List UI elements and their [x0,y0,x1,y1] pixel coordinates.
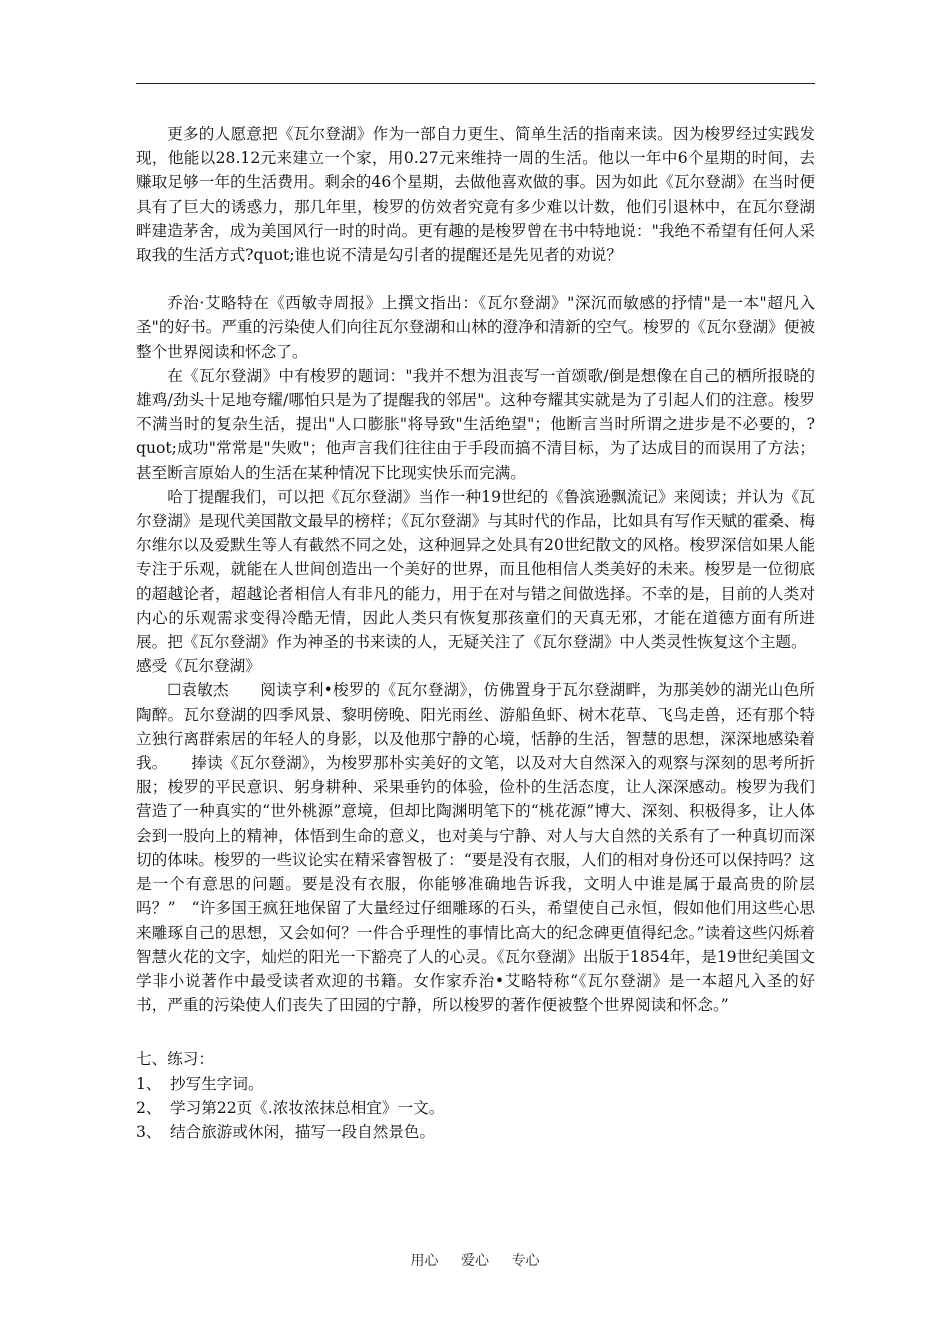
exercises-heading: 七、练习： [136,1050,214,1069]
footer-item: 用心 [410,1253,439,1269]
exercise-number: 3、 [136,1122,162,1141]
paragraph-3: 在《瓦尔登湖》中有梭罗的题词："我并不想为沮丧写一首颂歌/倒是想像在自己的栖所报晓的雄鸡/劲头十足地夸耀/哪怕只是为了提醒我的邻居"。这种夸耀其实就是为了引起人们的注意。梭罗不满当时的复杂生活，提出"人口膨胀"将导致"生活绝望"；他断言当时所谓之进步是不必要的，?quot;成功"常常是"失败"；他声言我们往往由于手段而搞不清目标，为了达成目的而误用了方法；甚至断言原始人的生活在某种情况下比现实快乐而完满。 [136,366,815,482]
paragraph-4: 哈丁提醒我们，可以把《瓦尔登湖》当作一种19世纪的《鲁滨逊飘流记》来阅读；并认为《瓦尔登湖》是现代美国散文最早的榜样；《瓦尔登湖》与其时代的作品，比如具有写作天赋的霍桑、梅尔维尔以及爱默生等人有截然不同之处，这种迥异之处具有20世纪散文的风格。梭罗深信如果人能专注于乐观，就能在人世间创造出一个美好的世界，而且他相信人类美好的未来。梭罗是一位彻底的超越论者，超越论者相信人有非凡的能力，用于在对与错之间做选择。不幸的是，目前的人类对内心的乐观需求变得冷酷无情，因此人类只有恢复那孩童们的天真无邪，才能在道德方面有所进展。把《瓦尔登湖》作为神圣的书来读的人，无疑关注了《瓦尔登湖》中人类灵性恢复这个主题。 [136,487,815,652]
footer-item: 爱心 [461,1253,489,1269]
header-rule [136,83,815,84]
page-footer [0,1250,950,1270]
exercise-number: 2、 [136,1098,162,1117]
exercise-item [136,1072,815,1096]
exercise-item [136,1096,815,1120]
essay-body: ☐袁敏杰 阅读亨利•梭罗的《瓦尔登湖》，仿佛置身于瓦尔登湖畔，为那美妙的湖光山色所陶醉。瓦尔登湖的四季风景、黎明傍晚、阳光雨丝、游船鱼虾、树木花草、飞鸟走兽，还有那个特立独行离群索居的年轻人的身影，以及他那宁静的心境，恬静的生活，智慧的思想，深深地感染着我。 捧读《瓦尔登湖》，为梭罗那朴实美好的文笔，以及对大自然深入的观察与深刻的思考所折服；梭罗的平民意识、躬身耕种、采果垂钓的体验，俭朴的生活态度，让人深深感动。梭罗为我们营造了一种真实的“世外桃源”意境，但却比陶渊明笔下的“桃花源”博大、深刻、积极得多，让人体会到一股向上的精神，体悟到生命的意义，也对美与宁静、对人与大自然的关系有了一种真切而深切的体味。梭罗的一些议论实在精采睿智极了：“要是没有衣服，人们的相对身份还可以保持吗？这是一个有意思的问题。要是没有衣服，你能够准确地告诉我，文明人中谁是属于最高贵的阶层吗？” “许多国王疯狂地保留了大量经过仔细雕琢的石头，希望使自己永恒，假如他们用这些心思来雕琢自己的思想，又会如何？一件合乎理性的事情比高大的纪念碑更值得纪念。”读着这些闪烁着智慧火花的文字，灿烂的阳光一下豁亮了人的心灵。《瓦尔登湖》出版于1854年，是19世纪美国文学非小说著作中最受读者欢迎的书籍。女作家乔治•艾略特称“《瓦尔登湖》是一本超凡入圣的好书，严重的污染使人们丧失了田园的宁静，所以梭罗的著作便被整个世界阅读和怀念。” [136,681,815,1015]
footer-item: 专心 [511,1253,540,1269]
essay-title: 感受《瓦尔登湖》 [136,657,261,676]
exercise-text: 结合旅游或休闲，描写一段自然景色。 [170,1122,436,1141]
exercise-item [136,1120,815,1144]
paragraph-2: 乔治·艾略特在《西敏寺周报》上撰文指出：《瓦尔登湖》"深沉而敏感的抒情"是一本"超凡入圣"的好书。严重的污染使人们向往瓦尔登湖和山林的澄净和清新的空气。梭罗的《瓦尔登湖》便被整个世界阅读和怀念了。 [136,294,815,361]
exercise-text: 学习第22页《.浓妆浓抹总相宜》一文。 [170,1098,445,1117]
document-body [136,122,815,1144]
paragraph-gap [136,267,815,291]
paragraph-1: 更多的人愿意把《瓦尔登湖》作为一部自力更生、简单生活的指南来读。因为梭罗经过实践发现，他能以28.12元来建立一个家，用0.27元来维持一周的生活。他以一年中6个星期的时间，去赚取足够一年的生活费用。剩余的46个星期，去做他喜欢做的事。因为如此《瓦尔登湖》在当时便具有了巨大的诱惑力，那几年里，梭罗的仿效者究竟有多少难以计数，他们引退林中，在瓦尔登湖畔建造茅舍，成为美国风行一时的时尚。更有趣的是梭罗曾在书中特地说："我绝不希望有任何人采取我的生活方式?quot;谁也说不清是勾引者的提醒还是先见者的劝说？ [136,125,815,265]
exercise-text: 抄写生字词。 [170,1074,264,1093]
section-gap [136,1017,815,1047]
exercise-number: 1、 [136,1074,162,1093]
